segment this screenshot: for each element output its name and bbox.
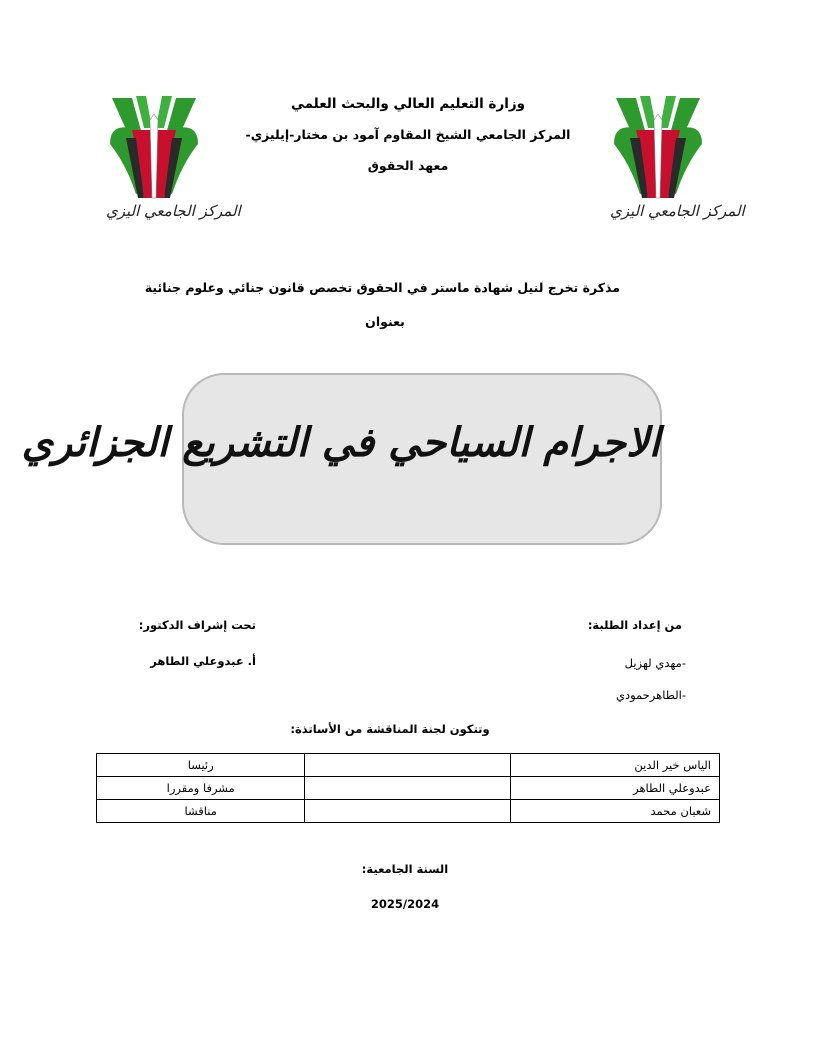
student-name: -مهدي لهزيل [624,656,686,670]
university-logo-right [610,94,745,230]
student-name: -الطاهرحمودي [615,688,686,702]
jury-table [96,753,720,823]
thesis-title: الاجرام السياحي في التشريع الجزائري [21,419,660,466]
table-row [97,754,720,777]
institute-heading: معهد الحقوق [367,158,449,173]
jury-role: مناقشا [97,800,305,823]
ministry-heading: وزارة التعليم العالي والبحث العلمي [290,96,526,112]
table-row [97,800,720,823]
academic-year-label: السنة الجامعية: [361,862,449,876]
title-box [21,373,662,545]
supervisor-name: أ. عبدوعلي الطاهر [150,654,256,668]
table-row [97,777,720,800]
students-label: من إعداد الطلبة: [587,618,682,632]
jury-role: رئيسا [97,754,305,777]
jury-middle [305,777,510,800]
jury-name: عبدوعلي الطاهر [510,777,719,800]
jury-name: شعبان محمد [510,800,719,823]
jury-role: مشرفا ومقررا [97,777,305,800]
center-heading: المركز الجامعي الشيخ المقاوم آمود بن مختار-إيليزي- [245,127,571,142]
jury-name: الياس خير الدين [510,754,719,777]
university-emblem-icon [106,94,202,204]
logo-caption: المركز الجامعي اليزي [106,202,241,220]
jury-middle [305,800,510,823]
academic-year: 2025/2024 [370,897,440,911]
university-emblem-icon [610,94,706,204]
thesis-subtitle: مذكرة تخرج لنيل شهادة ماستر في الحقوق تخصص قانون جنائي وعلوم جنائية [144,280,620,295]
jury-middle [305,754,510,777]
title-label: بعنوان [365,314,405,329]
committee-label: وتتكون لجنة المناقشة من الأساتذة: [290,722,490,736]
supervisor-label: تحت إشراف الدكتور: [138,618,256,632]
logo-caption: المركز الجامعي اليزي [610,202,745,220]
university-logo-left [106,94,241,230]
